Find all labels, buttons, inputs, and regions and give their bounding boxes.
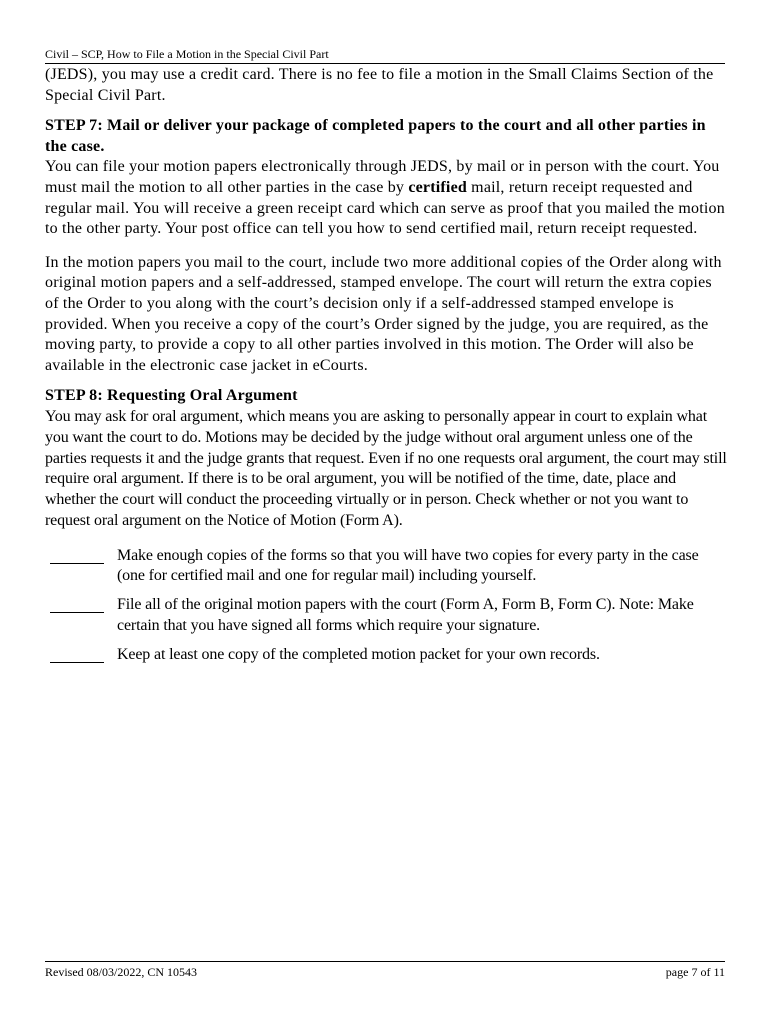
revision-note: Revised 08/03/2022, CN 10543 [45,965,197,979]
checklist-item [45,645,727,666]
running-header [45,47,725,64]
running-header-title: Civil – SCP, How to File a Motion in the Special Civil Part [45,47,329,61]
checklist-blank-line[interactable] [50,595,104,613]
document-body [45,65,727,674]
page-number: page 7 of 11 [665,965,725,979]
checklist-blank-line[interactable] [50,645,104,663]
certified-emphasis: certified [408,178,467,196]
checklist-item [45,595,727,637]
checklist-item-text: File all of the original motion papers with the court (Form A, Form B, Form C). Note: Make certain that you have signed all forms which require your signature. [117,596,694,635]
step7-paragraph-2: In the motion papers you mail to the court, include two more additional copies of the Order along with original motion papers and a self-addressed, stamped envelope. The court will return the extra copies of the Order to you along with the court’s decision only if a self-addressed stamped envelope is provided. When you receive a copy of the court’s Order signed by the judge, you are required, as the moving party, to provide a copy to all other parties involved in this motion. The Order will also be available in the electronic case jacket in eCourts. [45,253,722,374]
step8-heading: STEP 8: Requesting Oral Argument [45,387,298,405]
page-footer [45,961,725,979]
checklist-item [45,546,727,588]
checklist-item-text: Keep at least one copy of the completed motion packet for your own records. [117,645,600,663]
checklist-blank-line[interactable] [50,546,104,564]
step7-heading: STEP 7: Mail or deliver your package of completed papers to the court and all other parties in the case. [45,117,706,155]
checklist-item-text: Make enough copies of the forms so that you will have two copies for every party in the case (one for certified mail and one for regular mail) including yourself. [117,546,699,585]
step7-paragraph-1 [45,157,727,239]
step8-paragraph: You may ask for oral argument, which means you are asking to personally appear in court to explain what you want the court to do. Motions may be decided by the judge without oral argument unless one of the parties requests it and the judge grants that request. Even if no one requests oral argument, the court may still require oral argument. If there is to be oral argument, you will be notified of the time, date, place and whether the court will conduct the proceeding virtually or in person. Check whether or not you want to request oral argument on the Notice of Motion (Form A). [45,407,727,529]
step7-paragraph-1-start: You can file your motion papers electronically through JEDS, by mail or in person with the court. You must mail the motion to all other parties in the case by [45,158,720,196]
checklist [45,546,727,666]
intro-paragraph: (JEDS), you may use a credit card. There is no fee to file a motion in the Small Claims Section of the Special Civil Part. [45,66,714,104]
step7-paragraph-1-end: mail, return receipt requested and regular mail. You will receive a green receipt card which can serve as proof that you mailed the motion to the other party. Your post office can tell you how to send certified mail, return receipt requested. [45,178,725,238]
